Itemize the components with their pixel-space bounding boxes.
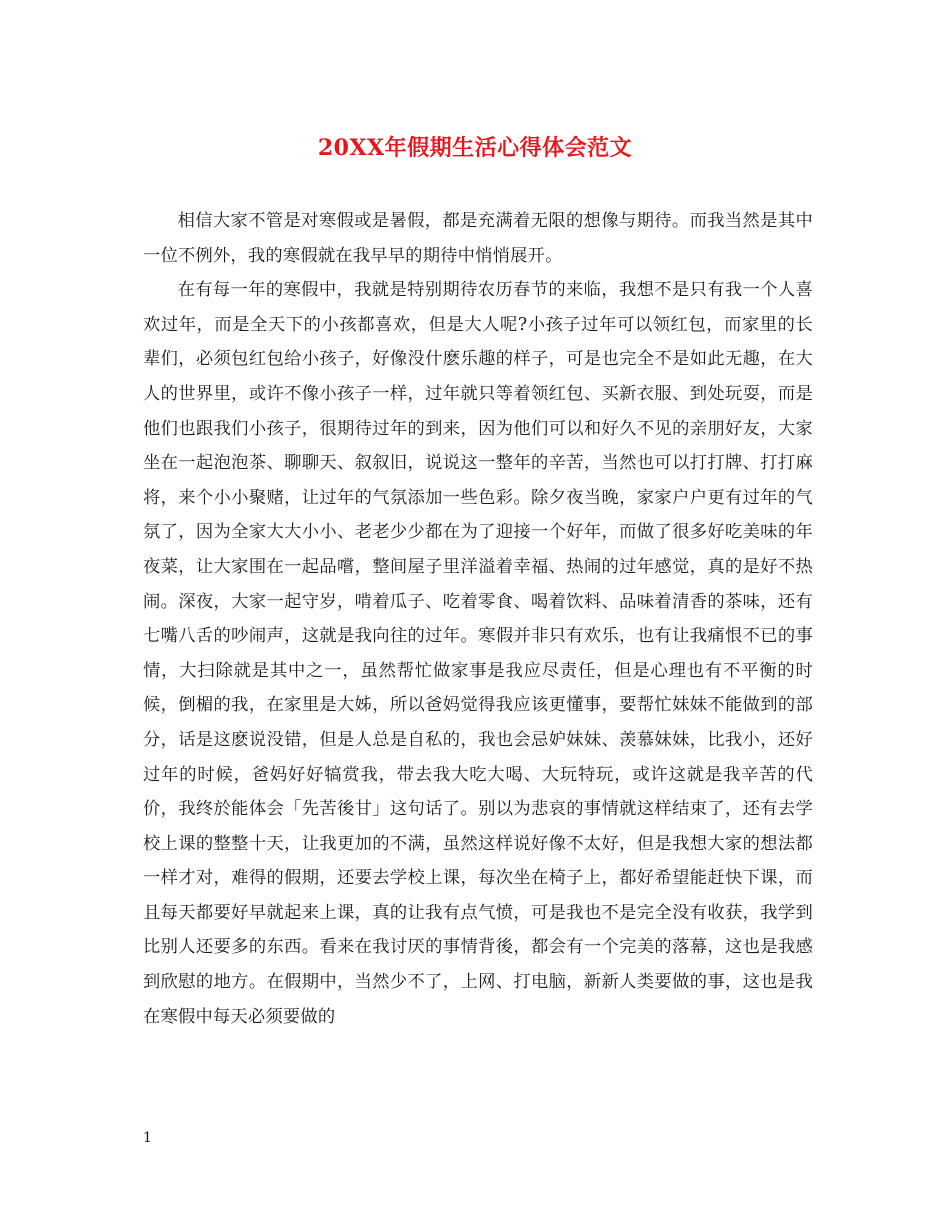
paragraph-2: 在有每一年的寒假中，我就是特别期待农历春节的来临，我想不是只有我一个人喜欢过年，而是全天下的小孩都喜欢，但是大人呢?小孩子过年可以领红包，而家里的长辈们，必须包红包给小孩子，好像没什麽乐趣的样子，可是也完全不是如此无趣，在大人的世界里，或许不像小孩子一样，过年就只等着领红包、买新衣服、到处玩耍，而是他们也跟我们小孩子，很期待过年的到来，因为他们可以和好久不见的亲朋好友，大家坐在一起泡泡茶、聊聊天、叙叙旧，说说这一整年的辛苦，当然也可以打打牌、打打麻将，来个小小聚赌，让过年的气氛添加一些色彩。除夕夜当晚，家家户户更有过年的气氛了，因为全家大大小小、老老少少都在为了迎接一个好年，而做了很多好吃美味的年夜菜，让大家围在一起品嚐，整间屋子里洋溢着幸福、热闹的过年感觉，真的是好不热闹。深夜，大家一起守岁，啃着瓜子、吃着零食、喝着饮料、品味着清香的茶味，还有七嘴八舌的吵闹声，这就是我向往的过年。寒假并非只有欢乐，也有让我痛恨不已的事情，大扫除就是其中之一，虽然帮忙做家事是我应尽责任，但是心理也有不平衡的时候，倒楣的我，在家里是大姊，所以爸妈觉得我应该更懂事，要帮忙妹妹不能做到的部分，话是这麽说没错，但是人总是自私的，我也会忌妒妹妹、羡慕妹妹，比我小，还好过年的时候，爸妈好好犒赏我，带去我大吃大喝、大玩特玩，或许这就是我辛苦的代价，我终於能体会「先苦後甘」这句话了。别以为悲哀的事情就这样结束了，还有去学校上课的整整十天，让我更加的不满，虽然这样说好像不太好，但是我想大家的想法都一样才对，难得的假期，还要去学校上课，每次坐在椅子上，都好希望能赶快下课，而且每天都要好早就起来上课，真的让我有点气愤，可是我也不是完全没有收获，我学到比别人还要多的东西。看来在我讨厌的事情背後，都会有一个完美的落幕，这也是我感到欣慰的地方。在假期中，当然少不了，上网、打电脑，新新人类要做的事，这也是我在寒假中每天必须要做的: [143, 280, 813, 1027]
page-number: 1: [143, 1130, 152, 1146]
document-body: [143, 204, 813, 1034]
paragraph-1: 相信大家不管是对寒假或是暑假，都是充满着无限的想像与期待。而我当然是其中一位不例外，我的寒假就在我早早的期待中悄悄展开。: [143, 211, 813, 266]
document-title: 20XX年假期生活心得体会范文: [317, 135, 633, 161]
